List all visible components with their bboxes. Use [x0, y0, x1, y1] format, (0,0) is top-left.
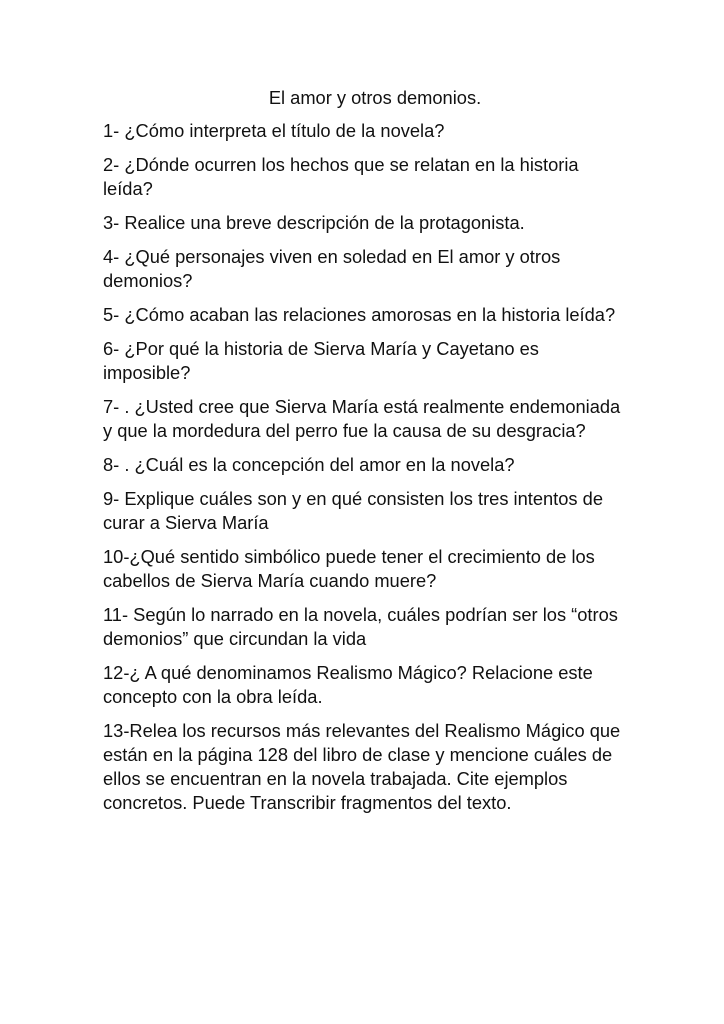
question-7: 7- . ¿Usted cree que Sierva María está realmente endemoniada y que la mordedura del perro fue la causa de su desgracia? [103, 396, 621, 441]
question-1: 1- ¿Cómo interpreta el título de la novela? [103, 120, 445, 141]
question-10: 10-¿Qué sentido simbólico puede tener el crecimiento de los cabellos de Sierva María cuando muere? [103, 546, 595, 591]
question-5: 5- ¿Cómo acaban las relaciones amorosas en la historia leída? [103, 304, 616, 325]
question-2: 2- ¿Dónde ocurren los hechos que se relatan en la historia leída? [103, 154, 579, 199]
question-13: 13-Relea los recursos más relevantes del Realismo Mágico que están en la página 128 del libro de clase y mencione cuáles de ellos se encuentran en la novela trabajada. Cite ejemplos concretos. Puede Transcribir fragmentos del texto. [103, 720, 621, 813]
question-11: 11- Según lo narrado en la novela, cuáles podrían ser los “otros demonios” que circundan la vida [103, 604, 618, 649]
question-9: 9- Explique cuáles son y en qué consisten los tres intentos de curar a Sierva María [103, 488, 603, 533]
document-content [103, 86, 623, 825]
question-6: 6- ¿Por qué la historia de Sierva María y Cayetano es imposible? [103, 338, 539, 383]
question-8: 8- . ¿Cuál es la concepción del amor en la novela? [103, 454, 515, 475]
question-12: 12-¿ A qué denominamos Realismo Mágico? Relacione este concepto con la obra leída. [103, 662, 593, 707]
question-4: 4- ¿Qué personajes viven en soledad en El amor y otros demonios? [103, 246, 561, 291]
document-title: El amor y otros demonios. [268, 87, 482, 108]
question-3: 3- Realice una breve descripción de la protagonista. [103, 212, 525, 233]
